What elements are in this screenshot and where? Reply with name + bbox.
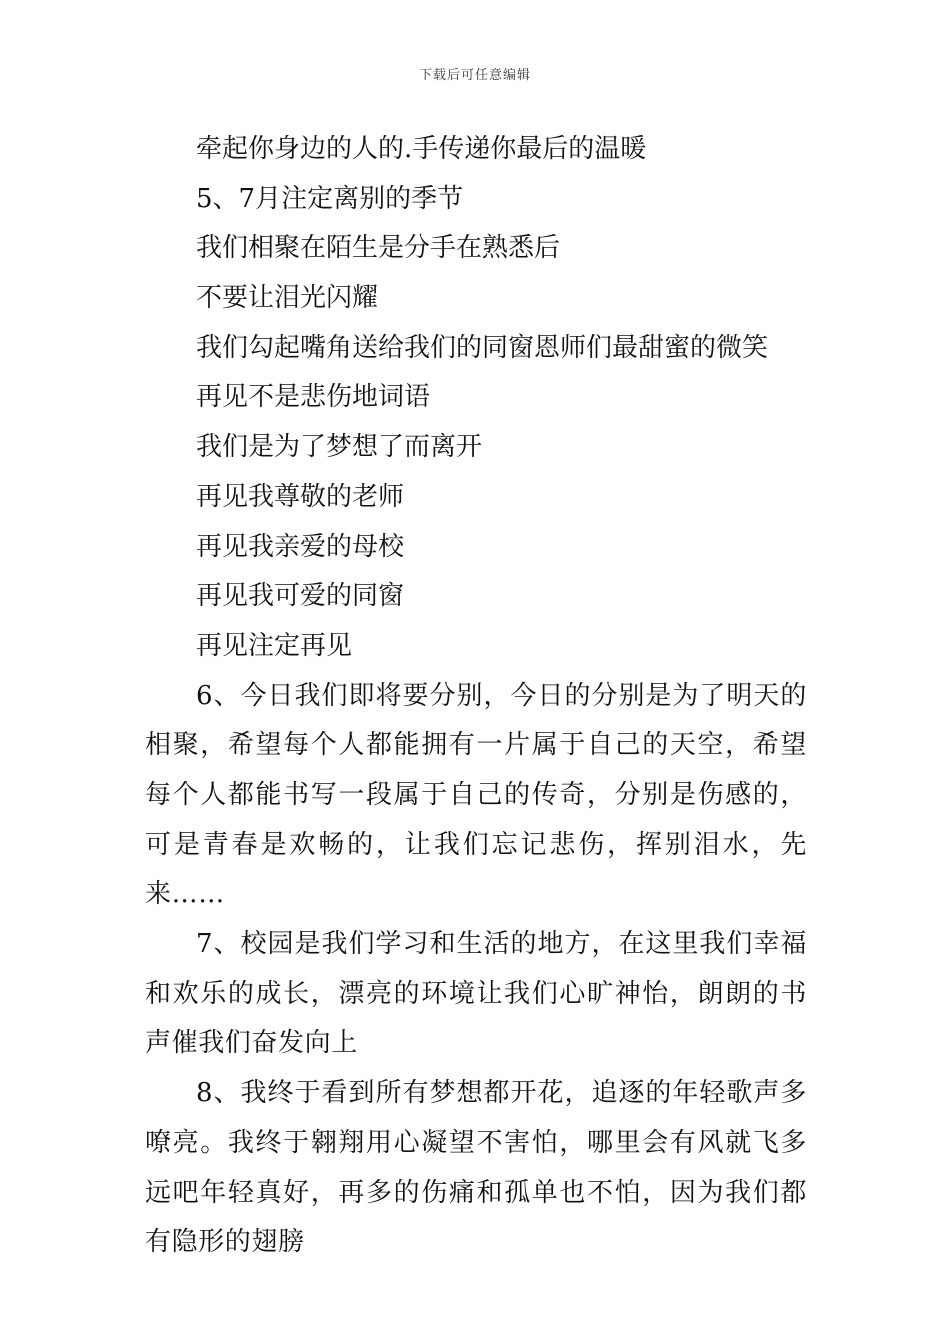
poem-line: 不要让泪光闪耀 xyxy=(196,283,379,314)
poem-line: 我们勾起嘴角送给我们的同窗恩师们最甜蜜的微笑 xyxy=(196,332,769,363)
poem-line: 再见我尊敬的老师 xyxy=(196,481,405,512)
poem-line: 再见注定再见 xyxy=(196,630,353,661)
paragraph-6: 6、今日我们即将要分别，今日的分别是为了明天的相聚，希望每个人都能拥有一片属于自己的天空，希望每个人都能书写一段属于自己的传奇，分别是伤感的，可是青春是欢畅的，让我们忘记悲伤，挥别泪水，先来…… xyxy=(145,680,807,910)
poem-line: 我们相聚在陌生是分手在熟悉后 xyxy=(196,233,561,264)
paragraph-8: 8、我终于看到所有梦想都开花，追逐的年轻歌声多嘹亮。我终于翱翔用心凝望不害怕，哪里会有风就飞多远吧年轻真好，再多的伤痛和孤单也不怕，因为我们都有隐形的翅膀 xyxy=(145,1078,807,1258)
poem-line: 5、7月注定离别的季节 xyxy=(196,183,464,214)
document-body xyxy=(145,125,807,1268)
poem-line: 再见我可爱的同窗 xyxy=(196,581,405,612)
poem-line: 牵起你身边的人的.手传递你最后的温暖 xyxy=(196,134,647,164)
paragraph-7: 7、校园是我们学习和生活的地方，在这里我们幸福和欢乐的成长，漂亮的环境让我们心旷神怡，朗朗的书声催我们奋发向上 xyxy=(145,929,807,1059)
poem-line: 再见我亲爱的母校 xyxy=(196,531,405,562)
poem-line: 我们是为了梦想了而离开 xyxy=(196,432,483,463)
poem-line: 再见不是悲伤地词语 xyxy=(196,382,431,413)
page-header-note: 下载后可任意编辑 xyxy=(418,68,531,83)
